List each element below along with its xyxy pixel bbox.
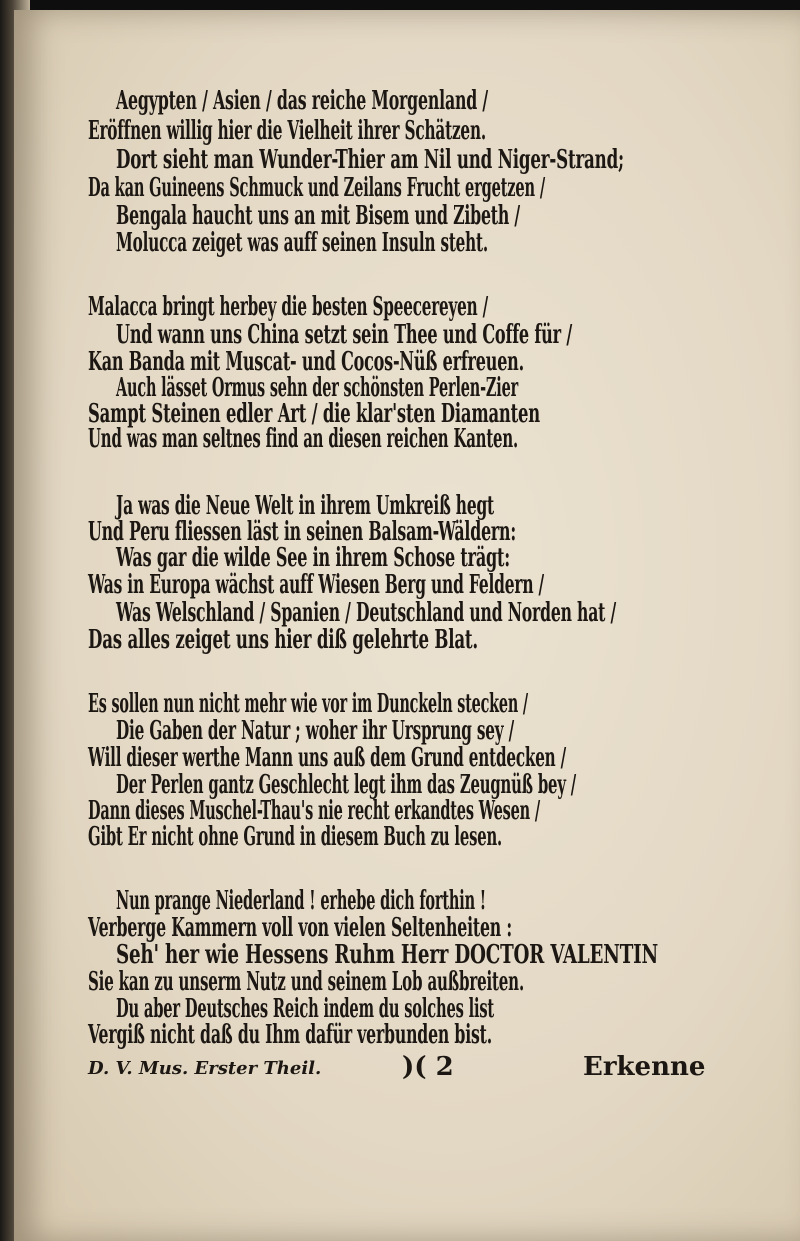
verse-line: Sie kan zu unserm Nutz und seinem Lob außbreiten. xyxy=(88,967,524,997)
page-footer xyxy=(0,1052,800,1086)
verse-line: Es sollen nun nicht mehr wie vor im Dunckeln stecken / xyxy=(88,689,528,719)
verse-line: Das alles zeiget uns hier diß gelehrte Blat. xyxy=(88,625,478,655)
verse-line: Kan Banda mit Muscat- und Cocos-Nüß erfreuen. xyxy=(88,347,524,377)
verse-line: Sampt Steinen edler Art / die klar'sten Diamanten xyxy=(88,399,540,429)
verse-line: Da kan Guineens Schmuck und Zeilans Frucht ergetzen / xyxy=(88,173,545,203)
verse-line: Die Gaben der Natur ; woher ihr Ursprung sey / xyxy=(116,716,514,746)
verse-line: Und wann uns China setzt sein Thee und Coffe für / xyxy=(116,320,572,350)
verse-line: Aegypten / Asien / das reiche Morgenland / xyxy=(116,86,488,116)
verse-line: Vergiß nicht daß du Ihm dafür verbunden bist. xyxy=(88,1020,492,1050)
verse-line: Und Peru fliessen läst in seinen Balsam-Wäldern: xyxy=(88,517,516,547)
verse-line: Seh' her wie Hessens Ruhm Herr DOCTOR VALENTIN xyxy=(116,940,658,970)
verse-line: Molucca zeiget was auff seinen Insuln steht. xyxy=(116,228,488,258)
verse-line: Malacca bringt herbey die besten Speecereyen / xyxy=(88,292,488,322)
verse-line: Will dieser werthe Mann uns auß dem Grund entdecken / xyxy=(88,743,566,773)
verse-line: Und was man seltnes find an diesen reichen Kanten. xyxy=(88,424,518,454)
verse-line: Bengala haucht uns an mit Bisem und Zibeth / xyxy=(116,201,520,231)
verse-line: Dann dieses Muschel-Thau's nie recht erkandtes Wesen / xyxy=(88,796,540,826)
verse-line: Nun prange Niederland ! erhebe dich forthin ! xyxy=(116,886,486,916)
verse-line: Eröffnen willig hier die Vielheit ihrer Schätzen. xyxy=(88,116,487,146)
verse-line: Der Perlen gantz Geschlecht legt ihm das Zeugnüß bey / xyxy=(116,770,576,800)
verse-line: Du aber Deutsches Reich indem du solches list xyxy=(116,994,494,1024)
signature-mark: )( 2 xyxy=(402,1052,454,1082)
verse-line: Was in Europa wächst auff Wiesen Berg und Feldern / xyxy=(88,570,544,600)
verse-line: Was gar die wilde See in ihrem Schose trägt: xyxy=(116,543,510,573)
signature-line: D. V. Mus. Erster Theil. xyxy=(88,1058,322,1079)
catchword: Erkenne xyxy=(583,1052,706,1082)
verse-line: Auch lässet Ormus sehn der schönsten Perlen-Zier xyxy=(116,373,518,403)
verse-line: Verberge Kammern voll von vielen Seltenheiten : xyxy=(88,913,512,943)
verse-line: Ja was die Neue Welt in ihrem Umkreiß hegt xyxy=(116,491,494,521)
verse-line: Gibt Er nicht ohne Grund in diesem Buch zu lesen. xyxy=(88,822,502,852)
verse-line: Was Welschland / Spanien / Deutschland und Norden hat / xyxy=(116,598,616,628)
verse-line: Dort sieht man Wunder-Thier am Nil und Niger-Strand; xyxy=(116,145,624,175)
